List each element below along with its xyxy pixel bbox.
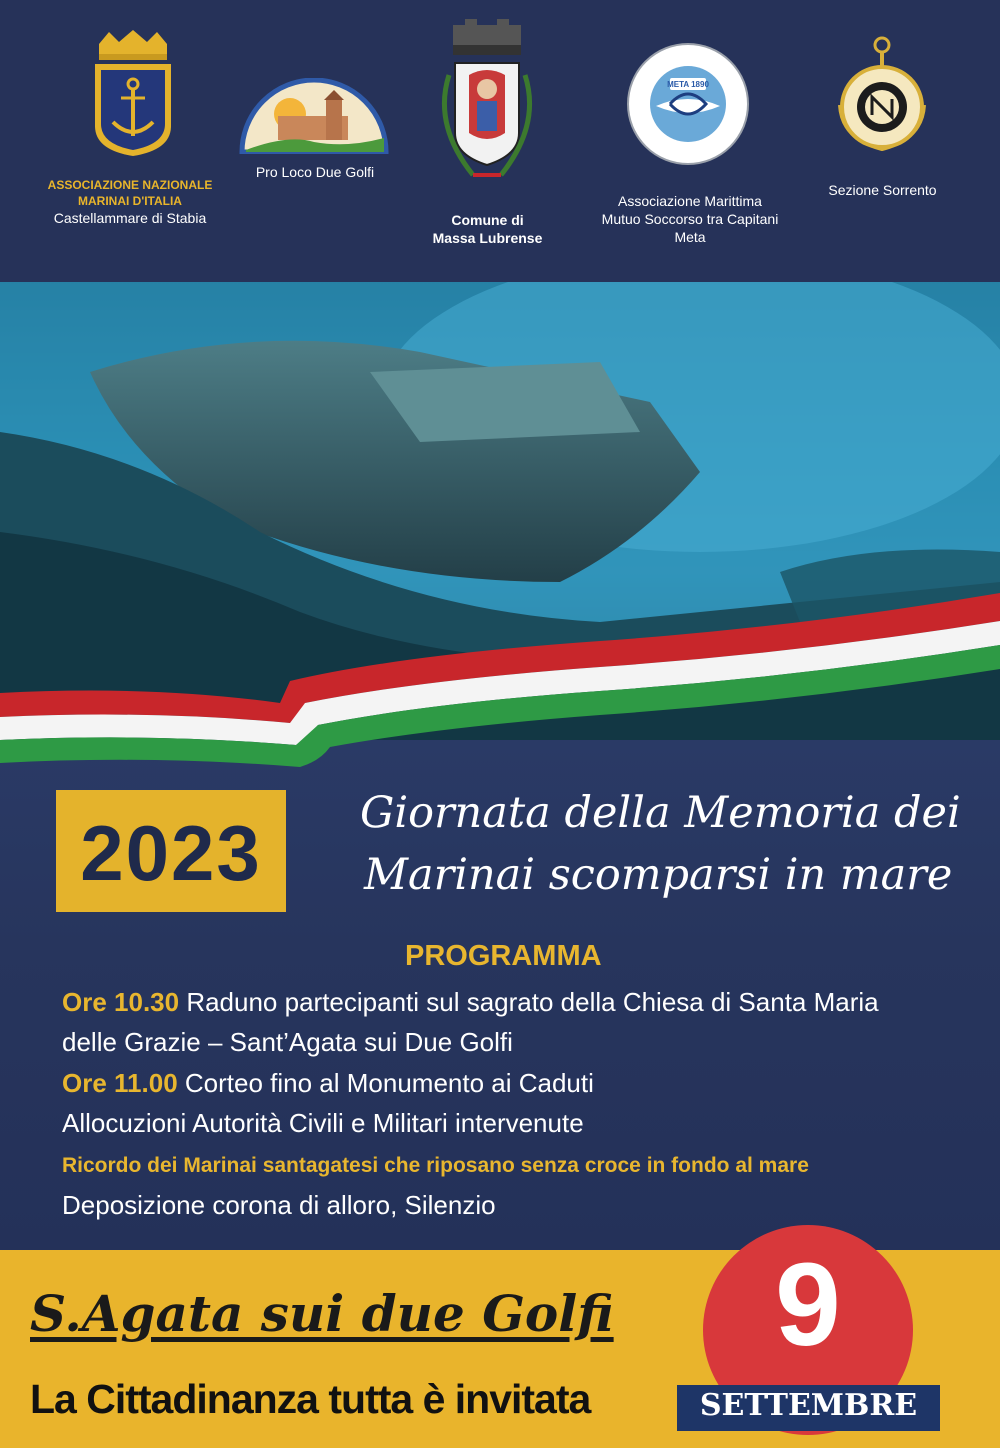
program-line-1	[62, 987, 879, 1018]
year-text: 2023	[80, 809, 262, 897]
program-line-3	[62, 1068, 594, 1099]
associazione-marittima-caption	[585, 192, 795, 247]
meta-seal-text: META 1890	[667, 80, 709, 89]
header-band	[0, 0, 1000, 282]
lega-navale-caption	[800, 181, 965, 199]
anmi-crest-icon	[85, 30, 181, 158]
event-title	[360, 782, 980, 906]
program-time-1: Ore 10.30	[62, 987, 180, 1017]
pro-loco-logo-icon	[238, 78, 390, 154]
event-title-line-1: Giornata della Memoria dei	[360, 788, 961, 838]
comune-line-2: Massa Lubrense	[432, 230, 543, 247]
program-text-6: Deposizione corona di alloro, Silenzio	[62, 1190, 496, 1220]
comune-line-1: Comune di	[451, 212, 524, 228]
event-title-line-2: Marinai scomparsi in mare	[364, 850, 953, 900]
program-line-6	[62, 1190, 496, 1221]
associazione-marittima-seal-icon	[626, 42, 750, 166]
program-text-5: Ricordo dei Marinai santagatesi che riposano senza croce in fondo al mare	[62, 1154, 809, 1177]
lega-navale-section: Sezione Sorrento	[828, 182, 937, 198]
invitation-text: La Cittadinanza tutta è invitata	[30, 1376, 591, 1422]
anmi-name-line-2: MARINAI D'ITALIA	[78, 193, 182, 208]
program-heading: PROGRAMMA	[405, 940, 602, 972]
place-name: S.Agata sui due Golfi	[30, 1284, 614, 1343]
program-text-4: Allocuzioni Autorità Civili e Militari intervenute	[62, 1108, 584, 1138]
anmi-location: Castellammare di Stabia	[53, 210, 207, 227]
program-line-4	[62, 1108, 584, 1139]
program-text-1: Raduno partecipanti sul sagrato della Chiesa di Santa Maria	[179, 987, 879, 1017]
program-line-5	[62, 1154, 809, 1178]
pro-loco-name: Pro Loco Due Golfi	[255, 164, 375, 180]
date-month: SETTEMBRE	[699, 1388, 918, 1423]
lega-navale-emblem-icon	[832, 35, 932, 155]
program-time-3: Ore 11.00	[62, 1068, 178, 1098]
date-day: 9	[775, 1239, 841, 1371]
program-text-2: delle Grazie – Sant’Agata sui Due Golfi	[62, 1027, 513, 1057]
pro-loco-caption	[220, 163, 410, 181]
program-line-2	[62, 1027, 513, 1058]
anmi-caption	[30, 178, 230, 227]
assoc-line-2: Mutuo Soccorso tra Capitani	[601, 211, 779, 228]
assoc-line-3: Meta	[674, 229, 706, 246]
italian-flag-ribbon-icon	[0, 585, 1000, 770]
comune-caption	[395, 211, 580, 247]
program-text-3: Corteo fino al Monumento ai Caduti	[177, 1068, 594, 1098]
assoc-line-1: Associazione Marittima	[618, 193, 762, 209]
comune-coat-of-arms-icon	[413, 15, 561, 195]
anmi-name-line-1: ASSOCIAZIONE NAZIONALE	[47, 178, 213, 192]
